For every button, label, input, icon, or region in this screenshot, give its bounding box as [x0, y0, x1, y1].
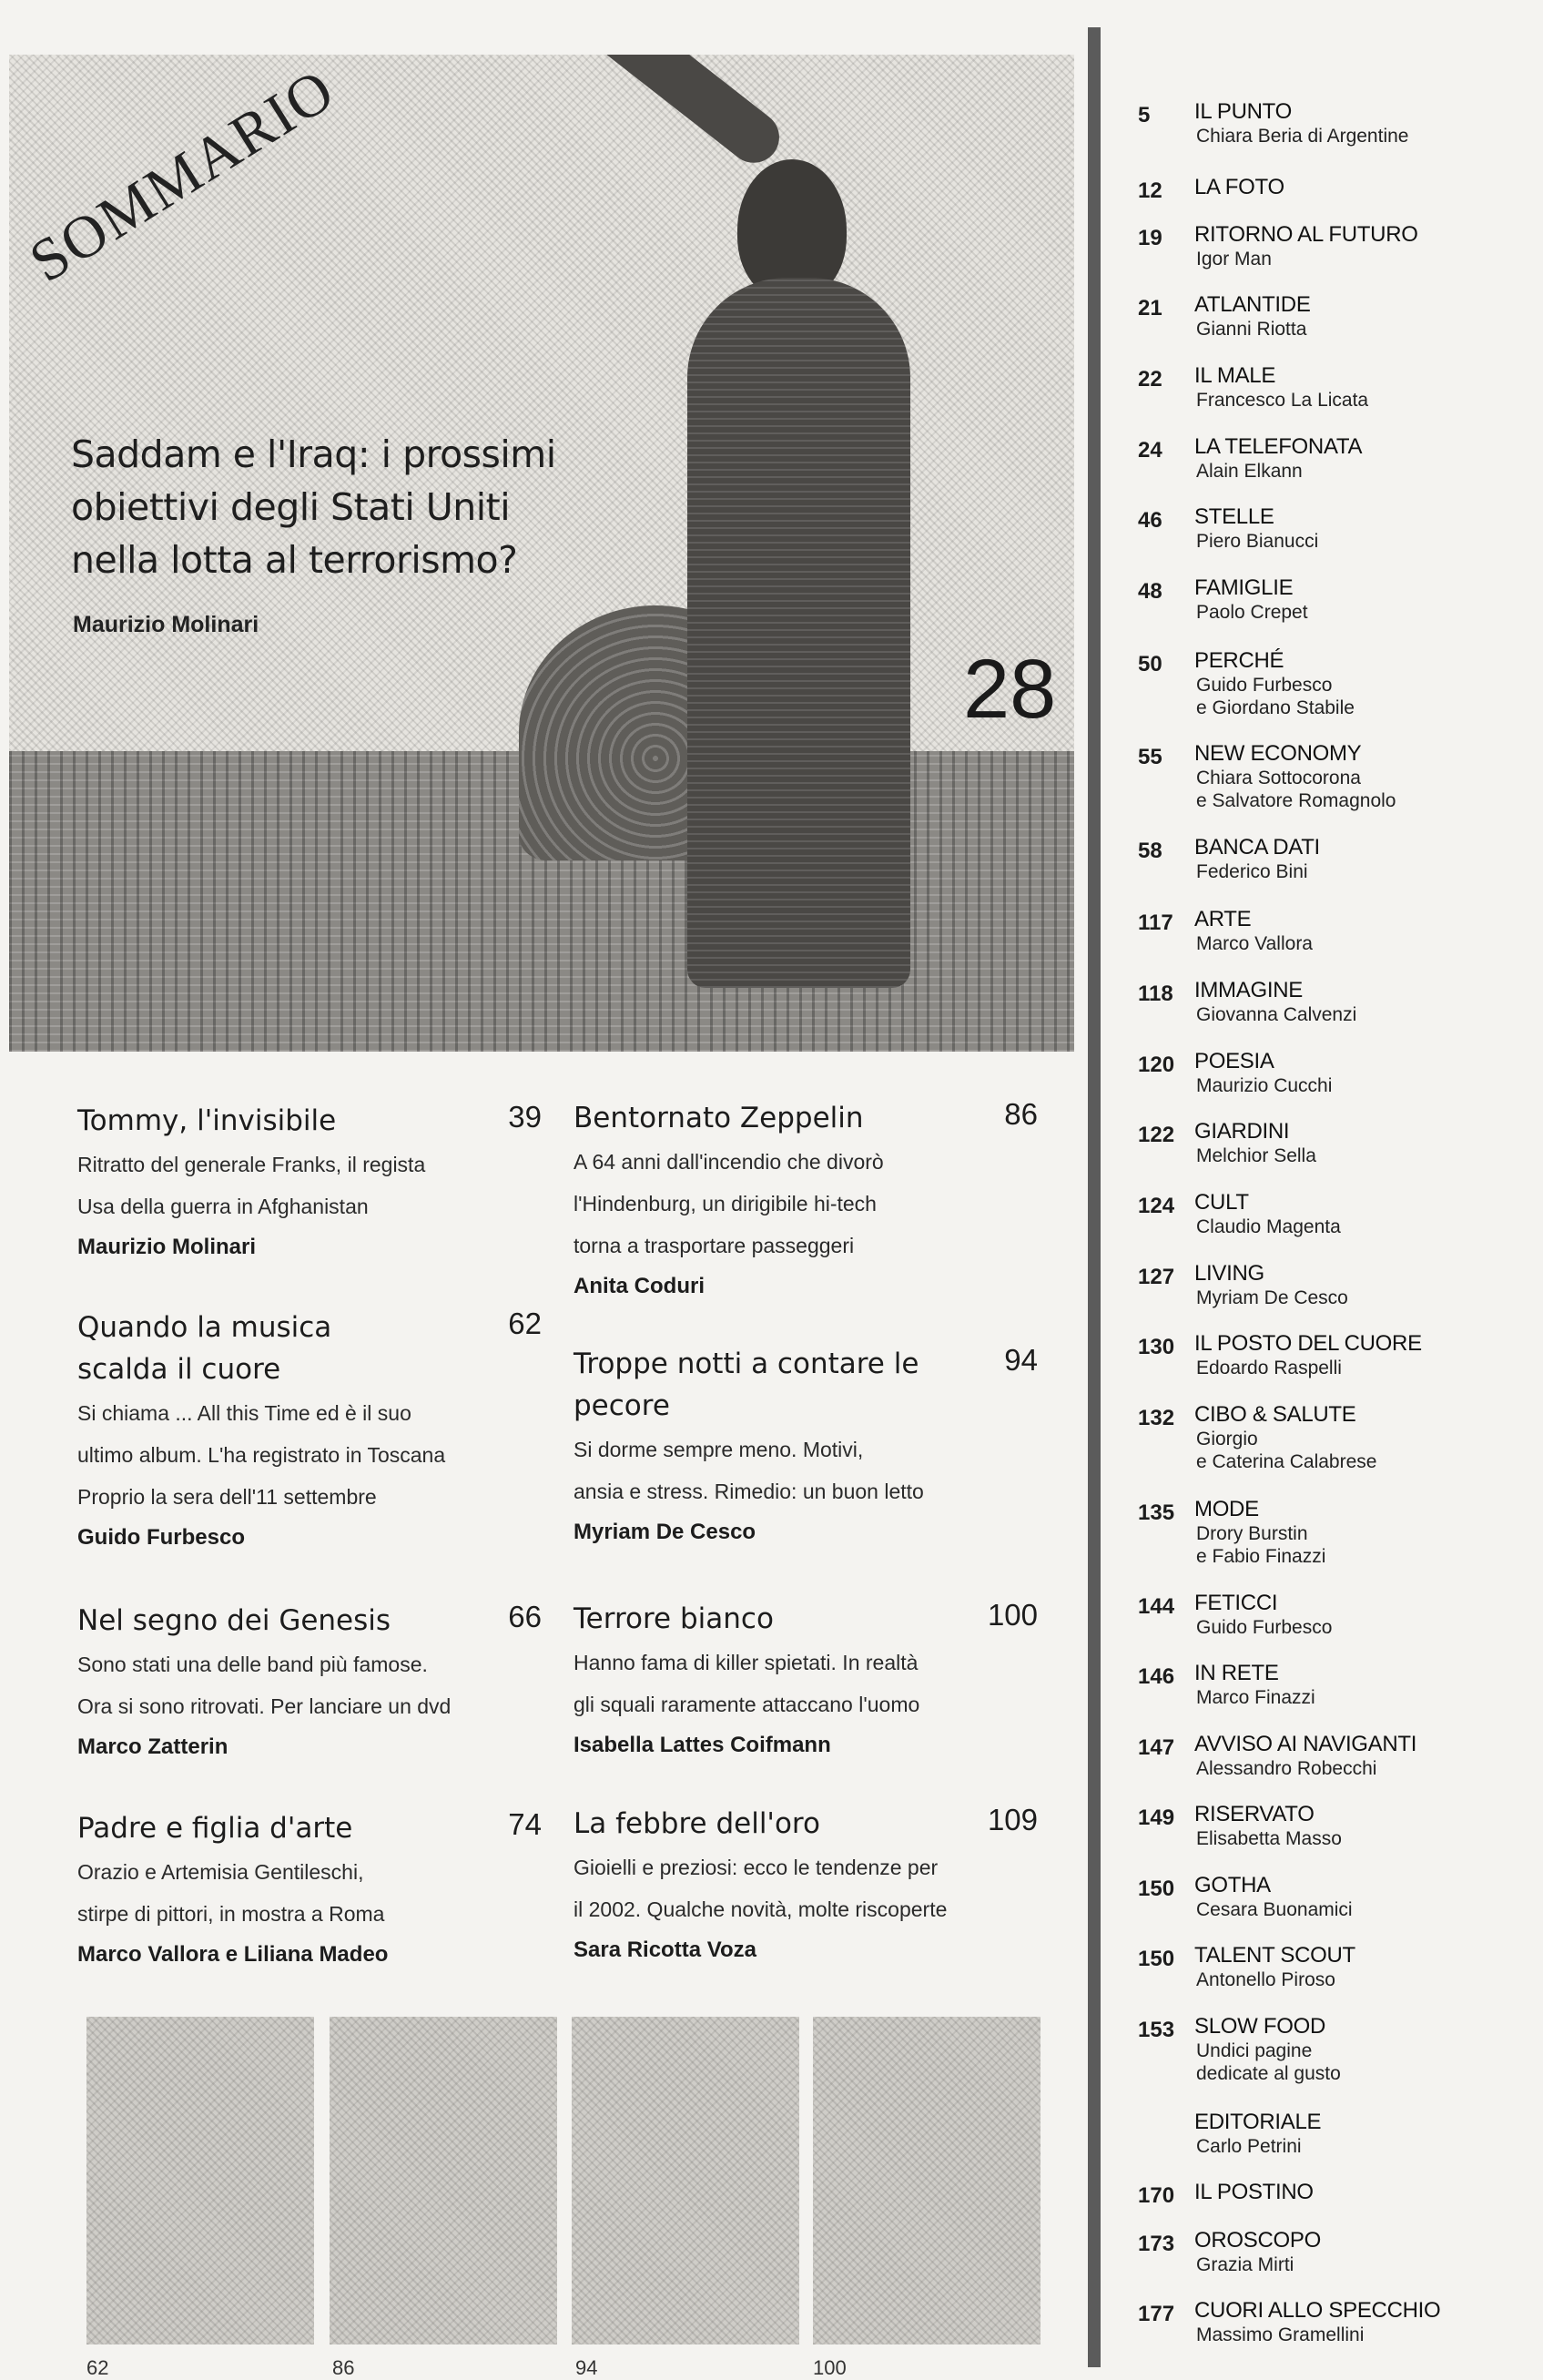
article-description [574, 1642, 1038, 1725]
description-line: Ritratto del generale Franks, il regista [77, 1153, 426, 1176]
article-description [77, 1392, 542, 1518]
toc-section-title: IL PUNTO [1194, 99, 1292, 124]
toc-section-title: TALENT SCOUT [1194, 1943, 1355, 1968]
toc-page-number: 170 [1138, 2183, 1175, 2208]
article-terrore[interactable] [574, 1598, 1038, 1765]
toc-section-title: MODE [1194, 1497, 1259, 1521]
description-line: il 2002. Qualche novità, molte riscoperte [574, 1897, 948, 1921]
toc-page-number: 21 [1138, 296, 1162, 320]
toc-section-title: CULT [1194, 1190, 1249, 1215]
toc-section-title: LIVING [1194, 1261, 1264, 1286]
article-oro[interactable] [574, 1803, 1038, 1970]
toc-section-title: AVVISO AI NAVIGANTI [1194, 1732, 1417, 1756]
toc-section-title: RITORNO AL FUTURO [1194, 222, 1418, 247]
description-line: Proprio la sera dell'11 settembre [77, 1485, 377, 1509]
article-author: Isabella Lattes Coifmann [574, 1733, 831, 1757]
thumbnail-caption: 94 [575, 2356, 598, 2379]
article-zeppelin[interactable] [574, 1097, 1038, 1307]
toc-section-title: GIARDINI [1194, 1119, 1290, 1144]
description-line: torna a trasportare passeggeri [574, 1234, 855, 1257]
description-line: Hanno fama di killer spietati. In realtà [574, 1651, 919, 1674]
article-author: Myriam De Cesco [574, 1520, 756, 1544]
description-line: Usa della guerra in Afghanistan [77, 1195, 369, 1218]
description-line: A 64 anni dall'incendio che divorò [574, 1150, 884, 1174]
toc-page-number: 58 [1138, 839, 1162, 863]
sommario-title: SOMMARIO [18, 56, 347, 296]
toc-section-title: FETICCI [1194, 1591, 1278, 1615]
article-page-number: 100 [987, 1598, 1038, 1632]
description-line: ansia e stress. Rimedio: un buon letto [574, 1480, 924, 1503]
article-page-number: 66 [508, 1600, 542, 1633]
toc-page-number: 150 [1138, 1947, 1175, 1971]
article-description [77, 1643, 542, 1727]
description-line: Gioielli e preziosi: ecco le tendenze per [574, 1856, 939, 1879]
toc-author: Myriam De Cesco [1196, 1287, 1348, 1308]
article-page-number: 74 [508, 1807, 542, 1841]
toc-author: Chiara Beria di Argentine [1196, 126, 1409, 147]
headline-line: obiettivi degli Stati Uniti [71, 485, 511, 529]
article-page-number: 86 [1004, 1097, 1038, 1131]
article-author: Maurizio Molinari [77, 1235, 257, 1259]
description-line: Orazio e Artemisia Gentileschi, [77, 1860, 364, 1884]
toc-author: Alain Elkann [1196, 461, 1303, 482]
toc-page-number: 50 [1138, 652, 1162, 676]
article-pecore[interactable] [574, 1343, 1038, 1552]
article-description [77, 1851, 542, 1935]
description-line: gli squali raramente attaccano l'uomo [574, 1693, 920, 1716]
toc-page-number: 130 [1138, 1335, 1175, 1359]
toc-page-number: 48 [1138, 579, 1162, 604]
article-title: Padre e figlia d'arte [77, 1812, 353, 1845]
toc-section-title: NEW ECONOMY [1194, 741, 1362, 766]
toc-page-number: 46 [1138, 508, 1162, 533]
toc-page-number: 149 [1138, 1805, 1175, 1830]
toc-section-title: SLOW FOOD [1194, 2014, 1325, 2039]
toc-section-title: IN RETE [1194, 1661, 1279, 1685]
toc-section-title: OROSCOPO [1194, 2228, 1321, 2253]
toc-author: Guido Furbesco [1196, 1617, 1333, 1638]
toc-author: Maurizio Cucchi [1196, 1075, 1333, 1096]
hero-photo-statue-body [687, 278, 910, 988]
toc-page-number: 146 [1138, 1664, 1175, 1689]
toc-page-number: 150 [1138, 1877, 1175, 1901]
headline-line: Saddam e l'Iraq: i prossimi [71, 432, 556, 476]
toc-section-title: ATLANTIDE [1194, 292, 1311, 317]
vertical-divider [1088, 27, 1101, 2367]
toc-page-number: 147 [1138, 1735, 1175, 1760]
toc-section-title: CIBO & SALUTE [1194, 1402, 1356, 1427]
toc-page-number: 22 [1138, 367, 1162, 392]
article-page-number: 94 [1004, 1343, 1038, 1377]
toc-page-number: 55 [1138, 745, 1162, 769]
toc-author: Antonello Piroso [1196, 1969, 1335, 1990]
toc-author: Massimo Gramellini [1196, 2324, 1365, 2345]
article-author: Guido Furbesco [77, 1525, 246, 1550]
toc-author: Melchior Sella [1196, 1145, 1316, 1166]
toc-page-number: 124 [1138, 1194, 1175, 1218]
toc-page-number: 19 [1138, 226, 1162, 250]
toc-page-number: 5 [1138, 103, 1151, 127]
toc-section-title: PERCHÉ [1194, 648, 1284, 673]
article-author: Marco Vallora e Liliana Madeo [77, 1942, 389, 1967]
toc-author: Giovanna Calvenzi [1196, 1004, 1357, 1025]
cover-story-headline[interactable] [71, 428, 581, 586]
toc-page-number: 177 [1138, 2302, 1175, 2326]
toc-author: Francesco La Licata [1196, 390, 1369, 411]
toc-author: Giorgio e Caterina Calabrese [1196, 1429, 1377, 1472]
toc-section-title: FAMIGLIE [1194, 575, 1294, 600]
headline-line: nella lotta al terrorismo? [71, 538, 518, 582]
toc-author: Marco Finazzi [1196, 1687, 1315, 1708]
toc-page-number: 153 [1138, 2018, 1175, 2042]
toc-author: Grazia Mirti [1196, 2254, 1294, 2275]
toc-section-title: LA FOTO [1194, 175, 1284, 199]
article-page-number: 109 [987, 1803, 1038, 1836]
description-line: l'Hindenburg, un dirigibile hi-tech [574, 1192, 877, 1215]
toc-author: Edoardo Raspelli [1196, 1358, 1342, 1378]
article-description [574, 1141, 1038, 1266]
toc-author: Piero Bianucci [1196, 531, 1319, 552]
thumbnail-photo-squalo[interactable] [813, 2017, 1041, 2344]
description-line: Ora si sono ritrovati. Per lanciare un dvd [77, 1694, 452, 1718]
description-line: Si dorme sempre meno. Motivi, [574, 1438, 864, 1461]
article-author: Anita Coduri [574, 1274, 705, 1298]
article-title: Bentornato Zeppelin [574, 1102, 864, 1134]
article-title: Quando la musica scalda il cuore [77, 1311, 332, 1386]
toc-section-title: IL POSTO DEL CUORE [1194, 1331, 1422, 1356]
cover-story-author: Maurizio Molinari [73, 612, 259, 637]
toc-author: Drory Burstin e Fabio Finazzi [1196, 1523, 1326, 1567]
description-line: ultimo album. L'ha registrato in Toscana [77, 1443, 446, 1467]
article-title: Nel segno dei Genesis [77, 1604, 391, 1637]
article-author: Sara Ricotta Voza [574, 1938, 756, 1962]
toc-section-title: GOTHA [1194, 1873, 1271, 1897]
description-line: Si chiama ... All this Time ed è il suo [77, 1401, 411, 1425]
toc-author: Claudio Magenta [1196, 1216, 1341, 1237]
toc-author: Chiara Sottocorona e Salvatore Romagnolo [1196, 768, 1396, 811]
toc-section-title: LA TELEFONATA [1194, 434, 1363, 459]
toc-author: Gianni Riotta [1196, 319, 1307, 340]
cover-story-page-number: 28 [963, 643, 1057, 736]
article-page-number: 62 [508, 1307, 542, 1340]
toc-section-title: IL POSTINO [1194, 2180, 1314, 2204]
toc-page-number: 135 [1138, 1500, 1175, 1525]
article-title: Terrore bianco [574, 1602, 774, 1635]
toc-page-number: 12 [1138, 178, 1162, 203]
toc-page-number: 117 [1138, 910, 1173, 935]
article-gentileschi[interactable] [77, 1807, 542, 1975]
description-line: stirpe di pittori, in mostra a Roma [77, 1902, 385, 1926]
toc-section-title: BANCA DATI [1194, 835, 1320, 859]
toc-section-title: ARTE [1194, 907, 1252, 931]
toc-page-number: 127 [1138, 1265, 1175, 1289]
toc-author: Undici pagine dedicate al gusto [1196, 2040, 1341, 2084]
article-tommy[interactable] [77, 1100, 542, 1267]
toc-page-number: 122 [1138, 1123, 1175, 1147]
article-description [77, 1144, 542, 1227]
toc-section-title: STELLE [1194, 504, 1274, 529]
toc-page-number: 24 [1138, 438, 1162, 463]
article-title: Tommy, l'invisibile [77, 1104, 337, 1137]
toc-page-number: 132 [1138, 1406, 1175, 1430]
thumbnail-photo-zeppelin[interactable] [330, 2017, 557, 2344]
toc-author: Igor Man [1196, 249, 1272, 270]
article-title: Troppe notti a contare le pecore [574, 1348, 919, 1422]
article-page-number: 39 [508, 1100, 542, 1134]
article-musica[interactable] [77, 1307, 542, 1558]
toc-author: Marco Vallora [1196, 933, 1313, 954]
toc-section-title: CUORI ALLO SPECCHIO [1194, 2298, 1441, 2323]
toc-page-number: 118 [1138, 981, 1173, 1006]
toc-section-title: POESIA [1194, 1049, 1274, 1073]
toc-page-number: 173 [1138, 2232, 1175, 2256]
toc-page-number: 120 [1138, 1053, 1175, 1077]
toc-section-title: IMMAGINE [1194, 978, 1303, 1002]
thumbnail-photo-genesis[interactable] [86, 2017, 314, 2344]
thumbnail-caption: 86 [332, 2356, 355, 2379]
toc-author: Paolo Crepet [1196, 602, 1308, 623]
toc-author: Federico Bini [1196, 861, 1308, 882]
article-genesis[interactable] [77, 1600, 542, 1767]
toc-author: Elisabetta Masso [1196, 1828, 1342, 1849]
toc-author: Cesara Buonamici [1196, 1899, 1353, 1920]
description-line: Sono stati una delle band più famose. [77, 1653, 428, 1676]
toc-page-number: 144 [1138, 1594, 1175, 1619]
thumbnail-photo-pecore[interactable] [572, 2017, 799, 2344]
toc-author: Alessandro Robecchi [1196, 1758, 1377, 1779]
toc-section-title: EDITORIALE [1194, 2110, 1322, 2134]
thumbnail-caption: 100 [813, 2356, 847, 2379]
article-description [574, 1846, 1038, 1930]
article-title: La febbre dell'oro [574, 1807, 820, 1840]
hero-photo-statue-arm [543, 55, 789, 173]
thumbnail-caption: 62 [86, 2356, 109, 2379]
toc-author: Carlo Petrini [1196, 2136, 1302, 2157]
article-author: Marco Zatterin [77, 1734, 228, 1759]
article-description [574, 1429, 1038, 1512]
toc-section-title: IL MALE [1194, 363, 1276, 388]
toc-section-title: RISERVATO [1194, 1802, 1315, 1826]
toc-author: Guido Furbesco e Giordano Stabile [1196, 675, 1355, 718]
